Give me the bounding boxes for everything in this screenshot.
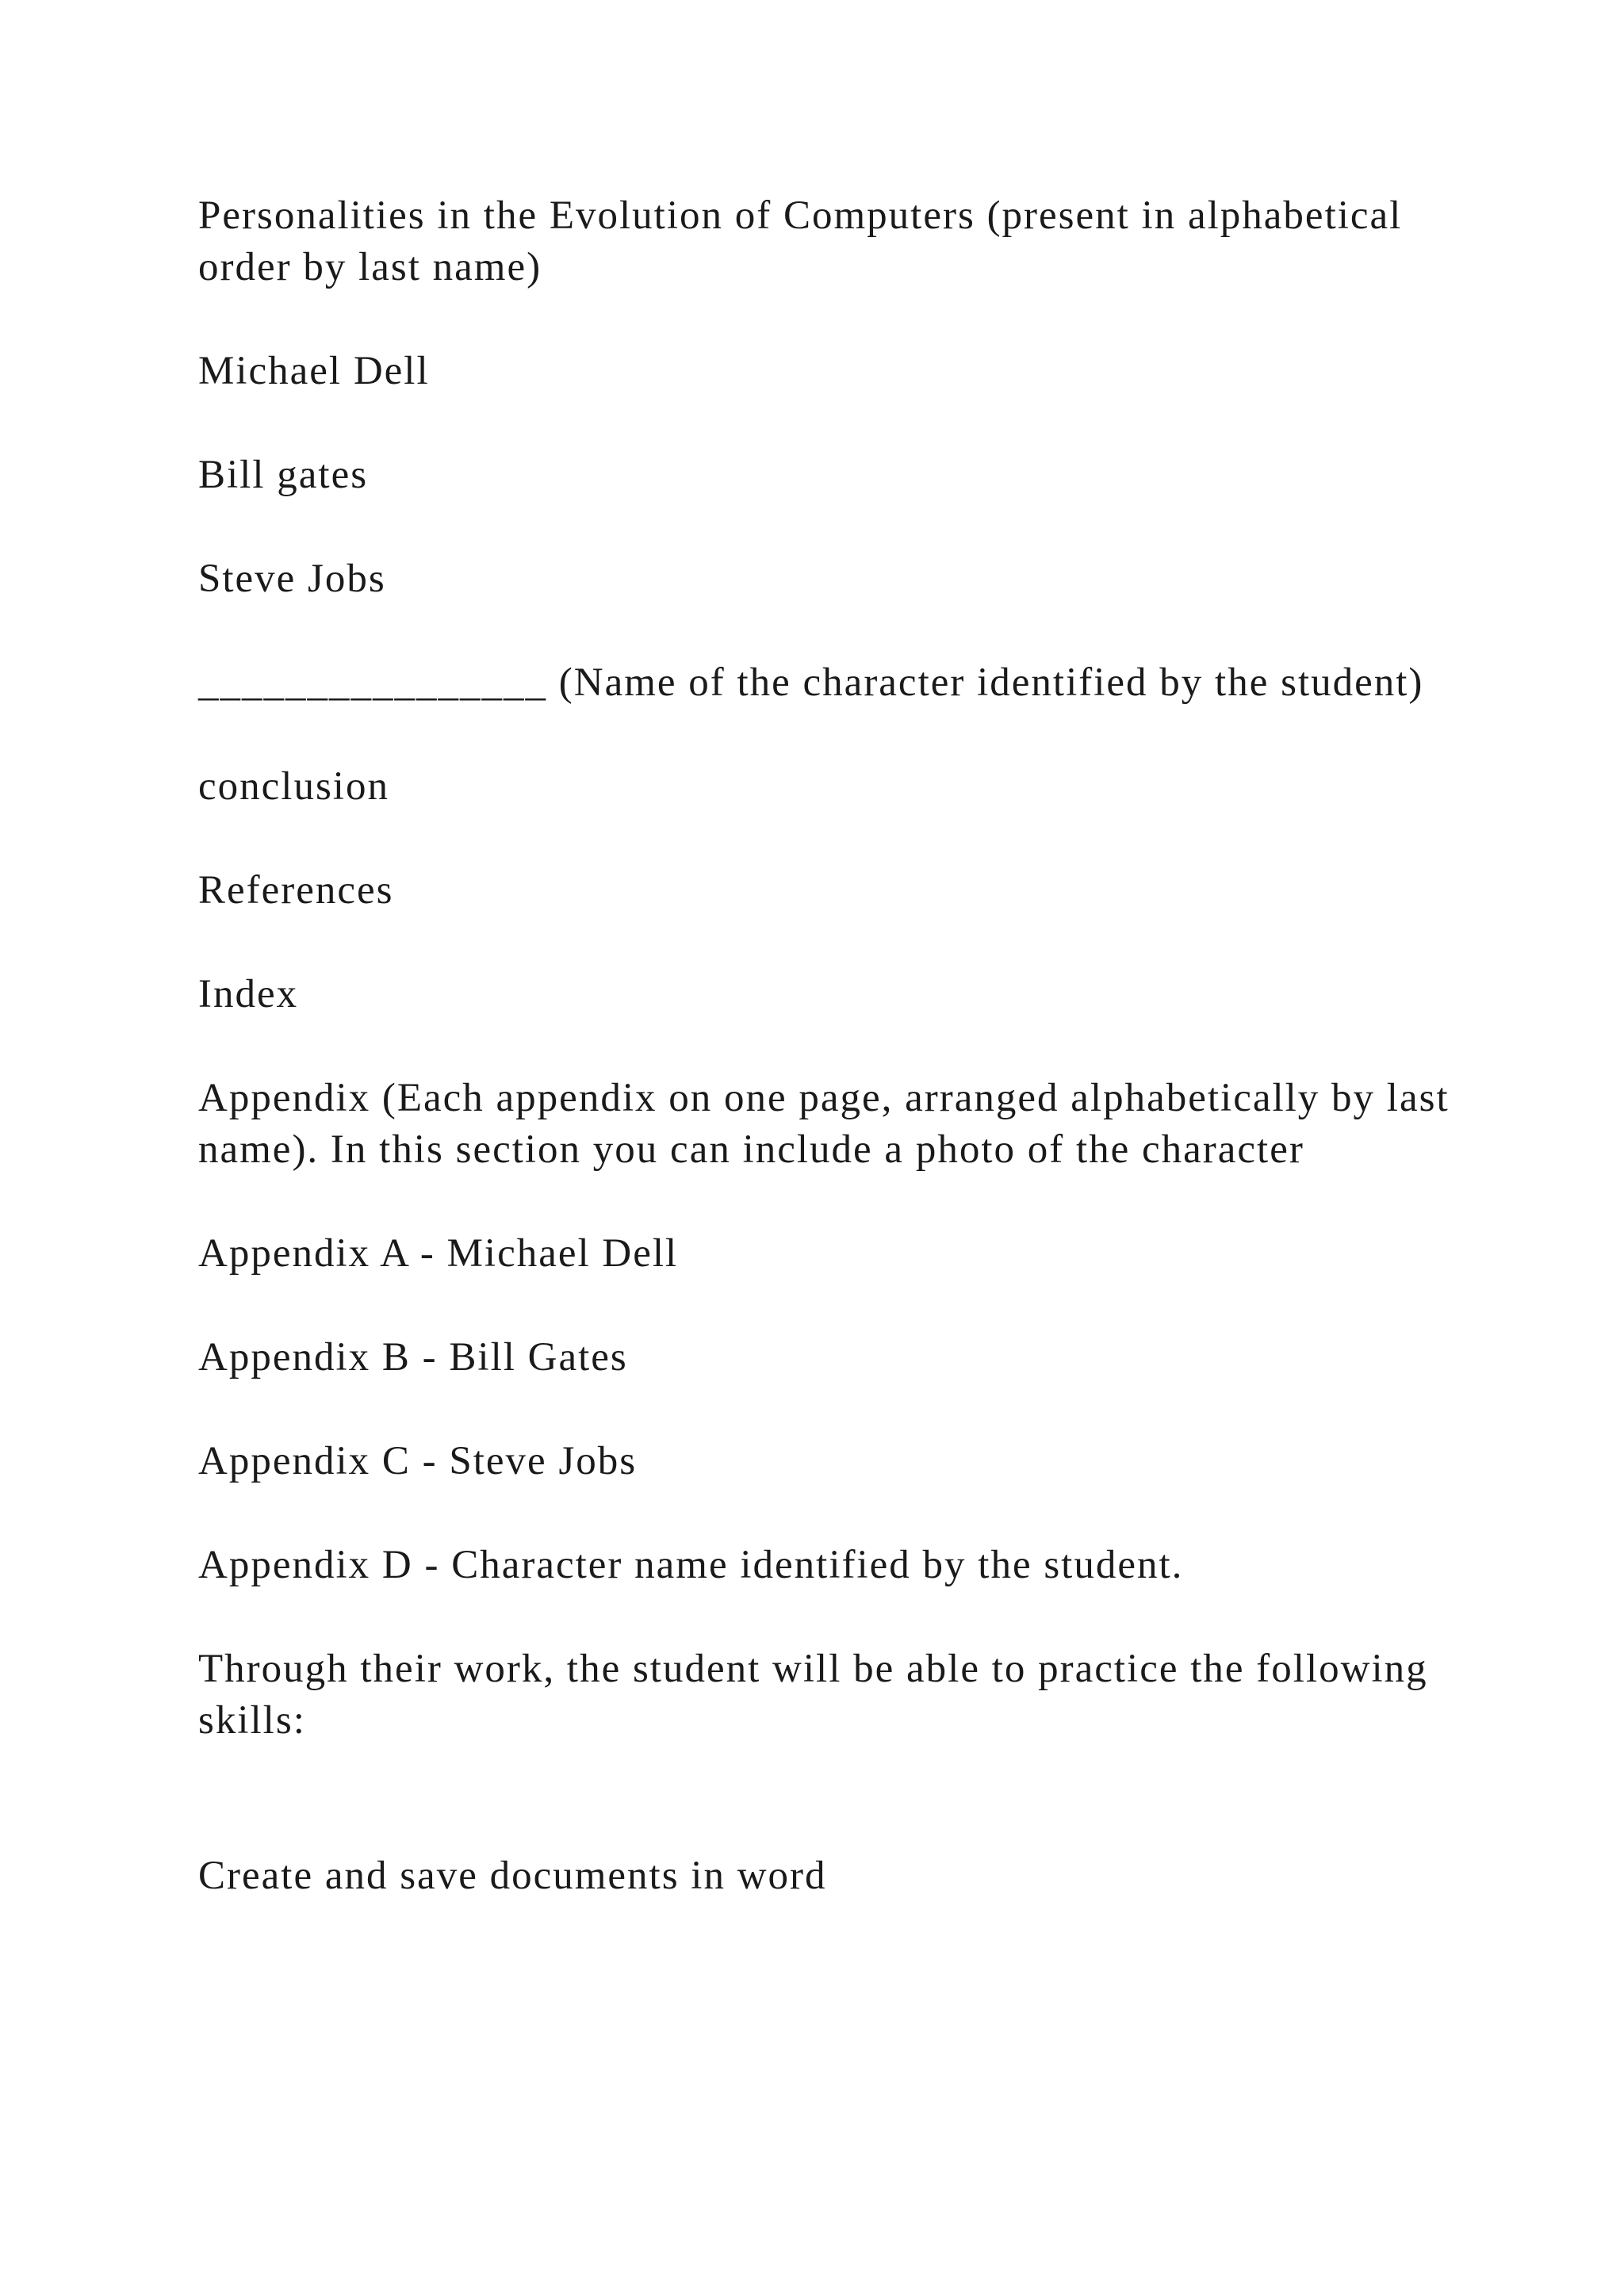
outline-item-conclusion: conclusion	[198, 764, 389, 809]
outline-item-index: Index	[198, 972, 299, 1016]
appendix-b: Appendix B - Bill Gates	[198, 1335, 628, 1380]
appendix-a: Appendix A - Michael Dell	[198, 1231, 679, 1276]
outline-item-references: References	[198, 868, 394, 913]
outline-item-student-character: ________________ (Name of the character identified by the student)	[198, 660, 1424, 705]
appendix-d: Appendix D - Character name identified by the student.	[198, 1543, 1184, 1587]
skills-intro: Through their work, the student will be able to practice the following skills:	[198, 1647, 1428, 1743]
document-body	[198, 190, 1467, 1954]
skill-item: Create and save documents in word	[198, 1854, 827, 1898]
outline-item-bill-gates: Bill gates	[198, 453, 369, 497]
appendix-c: Appendix C - Steve Jobs	[198, 1439, 638, 1483]
outline-item-michael-dell: Michael Dell	[198, 349, 430, 393]
outline-heading: Personalities in the Evolution of Computers (present in alphabetical order by last name)	[198, 193, 1403, 289]
outline-item-steve-jobs: Steve Jobs	[198, 557, 386, 601]
appendix-description: Appendix (Each appendix on one page, arranged alphabetically by last name). In this section you can include a photo of the character	[198, 1076, 1450, 1172]
